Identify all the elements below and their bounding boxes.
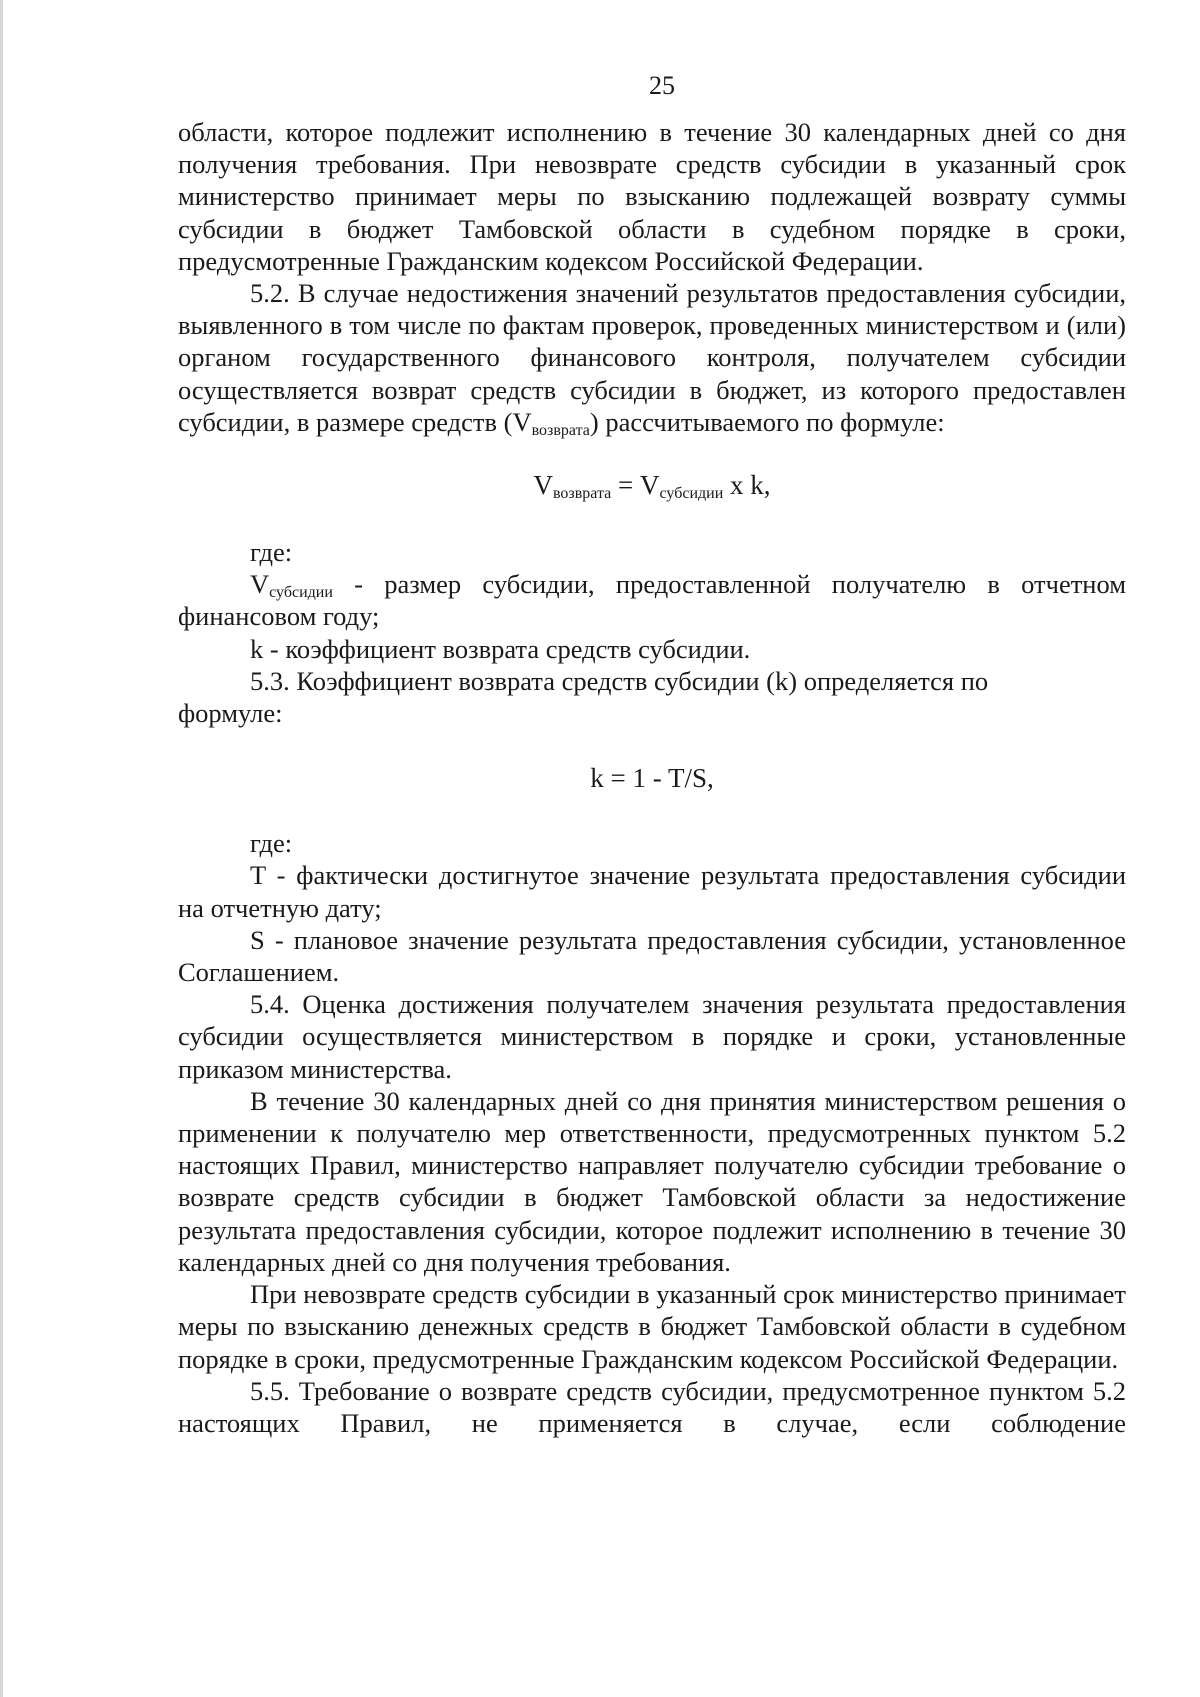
paragraph-non-return: При невозврате средств субсидии в указанный срок министерство принимает меры по взысканию денежных средств в бюджет Тамбовской области в судебном порядке в сроки, предусмотренные Гражданским кодексом Российской Федерации. — [178, 1279, 1126, 1374]
scan-edge — [0, 0, 3, 1697]
paragraph-5-2 — [178, 277, 1126, 438]
formula-v-symbol: V — [533, 470, 553, 501]
def-v-symbol: V — [250, 569, 270, 600]
definition-t: T - фактически достигнутое значение результата предоставления субсидии на отчетную дату; — [178, 860, 1126, 923]
where-label-1: где: — [250, 537, 293, 568]
formula-subscript-return: возврата — [552, 485, 612, 503]
definition-s: S - плановое значение результата предоставления субсидии, установленное Соглашением. — [178, 924, 1126, 988]
page-number: 25 — [649, 71, 675, 100]
paragraph-5-2-end: рассчитываемого по формуле: — [605, 406, 945, 437]
formula-subscript-subsidy: субсидии — [659, 485, 724, 503]
document-page — [178, 62, 1126, 1439]
paragraph-5-3-line1: 5.3. Коэффициент возврата средств субсидии (k) определяется по — [250, 665, 989, 696]
formula-equals-v: = V — [611, 470, 660, 501]
paragraph-5-5: 5.5. Требование о возврате средств субсидии, предусмотренное пунктом 5.2 настоящих Правил, не применяется в случае, если соблюдение — [178, 1375, 1126, 1438]
definition-k: k - коэффициент возврата средств субсидии. — [250, 633, 751, 664]
def-v-subscript: субсидии — [269, 584, 333, 602]
paragraph-continuation: области, которое подлежит исполнению в течение 30 календарных дней со дня получения требования. При невозврате средств субсидии в указанный срок министерство принимает меры по взысканию подлежащей возврату суммы субсидии в бюджет Тамбовской области в судебном порядке в сроки, предусмотренные Гражданским кодексом Российской Федерации. — [178, 117, 1126, 276]
paragraph-5-3-line2: формуле: — [178, 698, 283, 729]
paragraph-5-4: 5.4. Оценка достижения получателем значения результата предоставления субсидии осуществляется министерством в порядке и сроки, установленные приказом министерства. — [178, 989, 1126, 1084]
def-v-text: - размер субсидии, предоставленной получателю в отчетном финансовом году; — [178, 569, 1126, 632]
paragraph-5-2-close: ) — [589, 406, 599, 437]
paragraph-return-demand: В течение 30 календарных дней со дня принятия министерством решения о применении к получателю мер ответственности, предусмотренных пунктом 5.2 настоящих Правил, министерство направляет получателю субсидии требование о возврате средств субсидии в бюджет Тамбовской области за недостижение результата предоставления субсидии, которое подлежит исполнению в течение 30 календарных дней со дня получения требования. — [178, 1085, 1126, 1277]
formula-return-amount — [178, 468, 1126, 502]
where-label-2: где: — [250, 828, 293, 859]
v-return-subscript: возврата — [531, 421, 590, 439]
paragraph-5-2-text: 5.2. В случае недостижения значений результатов предоставления субсидии, выявленного в том числе по фактам проверок, проведенных министерством и (или) органом государственного финансового контроля, получателем субсидии осуществляется возврат средств субсидии в бюджет, из которого предоставлен субсидии, в размере средств (V — [178, 278, 1126, 437]
formula-times-k: x k, — [723, 470, 771, 501]
formula-coefficient: k = 1 - T/S, — [590, 763, 714, 794]
definition-v-subsidy — [178, 568, 1126, 632]
